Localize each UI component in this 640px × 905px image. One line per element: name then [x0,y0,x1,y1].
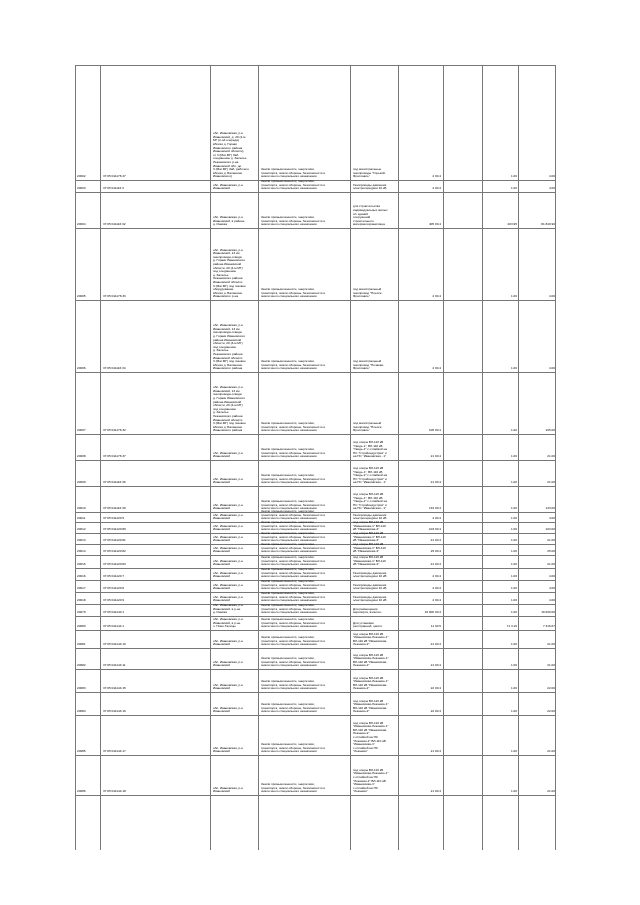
cadastral-number-cell: 37:05:011120:9 [103,599,125,603]
coefficient-cell: 1.00 [510,517,517,521]
area-cell: 16 600 00.4 [424,611,441,615]
permitted-use-cell: для строительства индивидуальных жилых с/х зданий сооружений строительного материалохранилища [353,205,388,227]
coefficient-cell: 1.00 [510,790,517,794]
row-number-cell: 20083 [77,687,86,691]
total-cell: 21.00 [547,481,555,485]
permitted-use-cell: Газопроводы давления электропередачи 10 кВ [353,513,387,521]
cadastral-number-cell: 37:05:011120:83 [103,563,126,567]
row-number-cell: 20011 [77,517,86,521]
row-number-cell: 20010 [77,507,86,511]
permitted-use-cell: под опоры ВЛ-110 кВ "Ивановская-Лежнево-1" с отпайкой на ПС "Лежнево-2" ВЛ-110 кВ "Ивановская-1" с отпайкой на ПС "Лежнево" [353,768,389,794]
table-row [75,372,555,435]
row-number-cell: 20005 [77,295,86,299]
cadastral-number-cell: 37:05:011176:32 [103,429,126,433]
permitted-use-cell: под опоры ВЛ-110 кВ "Ивановская-Лежнево-1" ВЛ-110 кВ "Ивановская- Лежнево-2" [353,699,389,714]
total-cell: 7 316.67 [542,625,555,629]
row-number-cell: 20084 [77,710,86,714]
coefficient-cell: 1.00 [510,455,517,459]
table-row [75,648,555,670]
permitted-use-cell: под опоры ВЛ-110 кВ "Уводь-1", ВЛ-110 кВ "Уводь-2" с отпайкой на ПС "Стройиндустрия" и на ПС "Ивановская - 1" [353,493,388,511]
column-divider [555,65,556,850]
address-cell: обл. Ивановская, р-н Ивановский [213,451,244,459]
total-cell: 21.00 [547,750,555,754]
land-category-cell: Земли промышленности, энергетики, транспорта, земли обороны, безопасности и земли иного специального назначения [261,288,326,299]
area-cell: 105 00.4 [428,429,441,433]
table-row [75,192,555,229]
area-cell: 4 00.4 [432,187,441,191]
cadastral-number-cell: 37:05:011144:10 [103,643,126,647]
total-cell: 105.00 [545,429,555,433]
area-cell: 405 00.4 [428,223,441,227]
coefficient-cell: 203.95 [507,223,517,227]
area-cell: 4 00.4 [432,587,441,591]
row-number-cell: 20009 [77,481,86,485]
permitted-use-cell: под опоры ВЛ-110 кВ "Ивановская-Лежнево-1" ВЛ-110 кВ "Ивановская- Лежнево-2" [353,653,389,668]
area-cell: 103 00.4 [428,528,441,532]
permitted-use-cell: Для установки ресторанной, цапля [353,621,382,629]
permitted-use-cell: под магистральный газопровод "Плесск- Ярославль" [353,288,383,299]
land-category-cell: Земли промышленности, энергетики, транспорта, земли обороны, безопасности и земли иного специального назначения [261,568,326,579]
total-cell: 4.00 [548,587,555,591]
area-cell: 21 00.4 [430,750,441,754]
table-row [75,630,555,649]
address-cell: обл. Ивановская, р-н Ивановский, 13 км газопровода-отвода д. Гораки Ивановского района Ивановской области, 20 (4-м МГ) под соединение д. Залесье Лежневского района Ивановской области 3 (Мат.МГ) под газовое вблизи д. Балашино Ивановского района [213,324,246,371]
coefficient-cell: 1.00 [510,587,517,591]
row-number-cell: 20007 [77,429,86,433]
table-row [75,715,555,756]
coefficient-cell: 1.00 [510,563,517,567]
total-cell: 133.00 [545,507,555,511]
cadastral-number-cell: 37:05:011120:5 [103,517,125,521]
row-number-cell: 20006 [77,367,86,371]
table-row [75,434,555,461]
table-row [75,755,555,796]
land-category-cell: Земли промышленности, энергетики, транспорта, земли обороны, безопасности и земли иного специального назначения [261,521,326,532]
address-cell: обл. Ивановская, р-н Ивановский [213,571,244,579]
land-category-cell: Земли промышленности, энергетики, транспорта, земли обороны, безопасности и земли иного специального назначения [261,680,326,691]
permitted-use-cell: под опоры ВЛ-110 кВ "Уводь-1", ВЛ-110 кВ "Уводь-2" с отпайкой на ПС "Стройиндустрия" и на ПС "Ивановская - 1" [353,467,388,485]
land-category-cell: Земли промышленности, энергетики, транспорта, земли обороны, безопасности и земли иного специального назначения [261,448,326,459]
total-cell: 16 600.00 [541,611,555,615]
area-cell: 21 00.4 [430,790,441,794]
land-category-cell: Земли промышленности, энергетики, транспорта, земли обороны, безопасности и земли иного специального назначения [261,703,326,714]
address-cell: обл. Ивановская, р-н Ивановский [213,706,244,714]
total-cell: 4.00 [548,599,555,603]
address-cell: обл. Ивановская, р-н Ивановский, в районе д. Иневка [213,216,245,227]
land-category-cell: Земли промышленности, энергетики, транспорта, земли обороны, безопасности и земли иного специального назначения [261,360,326,371]
coefficient-cell: 1.00 [510,528,517,532]
address-cell: обл. Ивановская, р-н Ивановский [213,583,244,591]
table-row [75,65,555,181]
table-row [75,692,555,716]
area-cell: 22 00.4 [430,710,441,714]
coefficient-cell: 1.00 [510,710,517,714]
row-number-cell: 20002 [77,175,86,179]
area-cell: 21 00.4 [430,455,441,459]
area-cell: 25 00.4 [430,550,441,554]
address-cell: обл. Ивановская, р-н Ивановский, 13 км газопровода-отвода д. Гораки Ивановского района Ивановской области, 20 (4-м МГ) под соединение д. Залесье Лежневского района Ивановской области 3 (Мат.МГ) под газовое оборудование вблизи д. Балашино Ивановского р-на [213,248,246,299]
address-cell: обл. Ивановская, р-н Ивановский [213,595,244,603]
coefficient-cell: 1.00 [510,575,517,579]
permitted-use-cell: под магистральный газопровод "Плесск- Ярославль" [353,422,383,433]
area-cell: 21 00.4 [430,643,441,647]
permitted-use-cell: под опоры ВЛ-110 кВ "Ивановская-Лежнево-1" ВЛ-110 кВ "Ивановская- Лежнево-2" [353,676,389,691]
cadastral-number-cell: 37:05:011144:15 [103,687,126,691]
total-cell: 21.00 [547,790,555,794]
table-row [75,555,555,569]
cadastral-number-cell: 37:05:011120:82 [103,550,126,554]
total-cell: 21.00 [547,643,555,647]
total-cell: 22.00 [547,687,555,691]
total-cell: 4.00 [548,295,555,299]
table-row [75,616,555,631]
land-category-cell: Земли промышленности, энергетики, транспорта, земли обороны, безопасности и земли иного специального назначения [261,543,326,554]
coefficient-cell: 1.00 [510,295,517,299]
address-cell: обл. Ивановская, р-н Ивановский [213,524,244,532]
area-cell: 21 00.4 [430,563,441,567]
land-category-cell: Земли промышленности, энергетики, транспорта, земли обороны, безопасности и земли иного специального назначения [261,474,326,485]
cadastral-number-cell: 37:05:011144:1 [103,625,125,629]
row-number-cell: 20015 [77,563,86,567]
address-cell: обл. Ивановская, р-н Ивановский, 13 км газопровода-отвода д. Гораки Ивановского района Ивановской области, 20 (4-м МГ) под соединение д. Залесье Лежневского района Ивановской области 3 (Мат.МГ) под газовое вблизи д. Балашино Ивановского района [213,386,246,433]
permitted-use-cell: под опоры ВЛ-110 кВ "Ивановская-1" ВЛ-110 кВ "Ивановская-4" [353,543,386,554]
address-cell: обл. Ивановская, р-н Ивановский [213,660,244,668]
total-cell: 4.00 [548,575,555,579]
coefficient-cell: 1.00 [510,643,517,647]
row-number-cell: 20014 [77,550,86,554]
row-number-cell: 20003 [77,187,86,191]
address-cell: обл. Ивановская, р-н Ивановский [213,746,244,754]
area-cell: 133 00.4 [428,507,441,511]
row-number-cell: 20004 [77,223,86,227]
area-cell: 21 00.4 [430,481,441,485]
table-row [75,300,555,373]
land-category-cell: Земли промышленности, энергетики, транспорта, земли обороны, безопасности и земли иного специального назначения [261,657,326,668]
total-cell: 21.00 [547,539,555,543]
total-cell: 21.00 [547,455,555,459]
land-category-cell: Земли промышленности, энергетики, транспорта, земли обороны, безопасности и земли иного специального назначения [261,592,326,603]
cadastral-number-cell: 37:05:011144:17 [103,750,126,754]
permitted-use-cell: под опоры ВЛ-110 кВ "Ивановская-1" ВЛ-110 кВ "Ивановская-4" [353,521,386,532]
total-cell: 81 840.90 [541,223,555,227]
table-row [75,460,555,487]
cadastral-number-cell: 37:05:011176:47 [103,175,126,179]
cadastral-number-cell: 37:05:011120:8 [103,587,125,591]
cadastral-number-cell: 37:05:011120:81 [103,539,126,543]
permitted-use-cell: под опоры ВЛ-110 кВ "Ивановская-Лежнево-1" ВЛ-110 кВ "Ивановская- Лежнево-2" [353,632,389,647]
land-category-cell: Земли промышленности, энергетики, транспорта, земли обороны, безопасности и земли иного специального назначения [261,580,326,591]
area-cell: 11 00.5 [430,625,441,629]
total-cell: 4.00 [548,187,555,191]
address-cell: обл. Ивановская, р-н Ивановский [213,535,244,543]
land-category-cell: Земли промышленности, энергетики, транспорта, земли обороны, безопасности и земли иного специального назначения [261,532,326,543]
coefficient-cell: 1.00 [510,539,517,543]
permitted-use-cell: Для размещения аэропорта, взлетно- [353,607,382,615]
cadastral-number-cell: 37:05:011116:32 [103,223,126,227]
coefficient-cell: 1.00 [510,687,517,691]
total-cell: 4.00 [548,175,555,179]
area-cell: 4 00.4 [432,175,441,179]
address-cell: обл. Ивановская, р-н Ивановский [213,683,244,691]
land-category-cell: Земли промышленности, энергетики, транспорта, земли обороны, безопасности и земли иного специального назначения [261,500,326,511]
land-category-cell: Земли промышленности, энергетики, транспорта, земли обороны, безопасности и земли иного специального назначения [261,422,326,433]
coefficient-cell: 1.00 [510,367,517,371]
row-number-cell: 20082 [77,664,86,668]
permitted-use-cell: под опоры ВЛ-110 кВ "Ивановская-Лежнево-1" ВЛ-110 кВ "Ивановская- Лежнево-2" с отпайкой на ПС "Лежнево-2" ВЛ-110 кВ "Ивановская-1" с отпайкой на ПС "Лежнево" [353,721,389,754]
row-number-cell: 20013 [77,539,86,543]
area-cell: 4 00.4 [432,295,441,299]
cadastral-number-cell: 37:05:011176:33 [103,295,126,299]
land-category-cell: Земли промышленности, энергетики, транспорта, земли обороны, безопасности и земли иного специального назначения [261,556,326,567]
land-category-cell: Земли промышленности, энергетики, транспорта, земли обороны, безопасности и земли иного специального назначения [261,636,326,647]
coefficient-cell: 1.00 [510,175,517,179]
row-number-cell: 20081 [77,643,86,647]
cadastral-number-cell: 37:05:011120:7 [103,575,125,579]
total-cell: 4.00 [548,367,555,371]
land-category-cell: Земли промышленности, энергетики, транспорта, земли обороны, безопасности и земли иного специального назначения [261,618,326,629]
area-cell: 4 00.4 [432,517,441,521]
permitted-use-cell: под опоры ВЛ-110 кВ "Уводь-1", ВЛ-110 кВ "Уводь-2" с отпайкой на ПС "Стройиндустрия" и на ПС "Ивановская - 1" [353,441,388,459]
row-number-cell: 20018 [77,599,86,603]
coefficient-cell: 1.00 [510,429,517,433]
coefficient-cell: 1.00 [510,481,517,485]
permitted-use-cell: под магистральный газопровод "Нечаево- Ярославль" [353,360,385,371]
table-row [75,669,555,693]
address-cell: обл. Ивановская, р-н Ивановский, д. 20 (4-м МГ (2-ой очереди) вблизи д. Гораки Ивановского района Ивановской области), от 3 (Мат.МГ) Заб. соединение д. Залесье Лежневского р-на Ивановской обл. до 3 (Мат.МГ) Заб. рабочего вблизи д. Балашино Ивановского) [213,132,250,179]
address-cell: обл. Ивановская, р-н Ивановский [213,477,244,485]
row-number-cell: 20086 [77,790,86,794]
cadastral-number-cell: 37:05:011176:37 [103,455,126,459]
cadastral-number-cell: 37:05:011140:1 [103,611,125,615]
coefficient-cell: 1.00 [510,750,517,754]
land-category-cell: Земли промышленности, энергетики, транспорта, земли обороны, безопасности и земли иного специального назначения [261,783,326,794]
cadastral-number-cell: 37:05:011116:36 [103,481,126,485]
row-number-cell: 20012 [77,528,86,532]
table-row [75,228,555,301]
coefficient-cell: 71 3.16 [506,625,517,629]
area-cell: 4 00.4 [432,599,441,603]
coefficient-cell: 1.00 [510,664,517,668]
land-category-cell: Земли промышленности, энергетики, транспорта, земли обороны, безопасности и земли иного специального назначения [261,510,326,521]
address-cell: обл. Ивановская, р-н Ивановский [213,503,244,511]
permitted-use-cell: под опоры ВЛ-110 кВ "Ивановская-1" ВЛ-110 кВ "Ивановская-4" [353,556,386,567]
permitted-use-cell: Газопроводы давления электропередачи 10 кВ [353,183,387,191]
address-cell: обл. Ивановская, р-н Ивановский [213,183,244,191]
table-row [75,486,555,513]
row-number-cell: 20008 [77,455,86,459]
total-cell: 25.00 [547,550,555,554]
permitted-use-cell: Газопроводы давления электропередачи 10 кВ [353,583,387,591]
cadastral-number-cell: 37:05:011116:3 [103,187,124,191]
permitted-use-cell: под магистральные газопроводы "Горький- Ярославль" [353,168,386,179]
permitted-use-cell: под опоры ВЛ-110 кВ "Ивановская-1" ВЛ-110 кВ "Ивановская-4" [353,532,386,543]
total-cell: 4.00 [548,517,555,521]
total-cell: 21.00 [547,563,555,567]
cadastral-number-cell: 37:05:011144:11 [103,664,126,668]
area-cell: 21 00.4 [430,539,441,543]
address-cell: обл. Ивановская, р-н Ивановский [213,786,244,794]
cadastral-number-cell: 37:05:011144:18 [103,790,126,794]
permitted-use-cell: Газопроводы давления электропередачи 10 кВ [353,595,387,603]
area-cell: 4 00.4 [432,367,441,371]
address-cell: обл. Ивановская, р-н Ивановский, в р-не п. Ново-Талицы [213,618,244,629]
land-category-cell: Земли промышленности, энергетики, транспорта, земли обороны, безопасности и земли иного специального назначения [261,604,326,615]
permitted-use-cell: Газопроводы давления электропередачи 10 кВ [353,571,387,579]
total-cell: 103.00 [545,528,555,532]
cadastral-number-cell: 37:05:011116:39 [103,507,126,511]
address-cell: обл. Ивановская, р-н Ивановский [213,546,244,554]
land-category-cell: Земли промышленности, энергетики, транспорта, земли обороны, безопасности и земли иного специального назначения [261,180,326,191]
total-cell: 21.00 [547,664,555,668]
row-number-cell: 20085 [77,750,86,754]
cadastral-number-cell: 37:05:011116:34 [103,367,126,371]
row-number-cell: 20080 [77,625,86,629]
row-number-cell: 20017 [77,587,86,591]
area-cell: 4 00.4 [432,575,441,579]
coefficient-cell: 1.00 [510,599,517,603]
coefficient-cell: 1.00 [510,611,517,615]
total-cell: 22.00 [547,710,555,714]
area-cell: 22 00.4 [430,687,441,691]
address-cell: обл. Ивановская, р-н Ивановский [213,513,244,521]
row-number-cell: 20079 [77,611,86,615]
coefficient-cell: 1.00 [510,187,517,191]
address-cell: обл. Ивановская, р-н Ивановский, в р-не д. Иневка [213,604,244,615]
land-category-cell: Земли промышленности, энергетики, транспорта, земли обороны, безопасности и земли иного специального назначения [261,216,326,227]
address-cell: обл. Ивановская, р-н Ивановский [213,559,244,567]
cadastral-number-cell: 37:05:011144:16 [103,710,126,714]
land-category-cell: Земли промышленности, энергетики, транспорта, земли обороны, безопасности и земли иного специального назначения [261,168,326,179]
row-number-cell: 20016 [77,575,86,579]
coefficient-cell: 1.00 [510,550,517,554]
address-cell: обл. Ивановская, р-н Ивановский [213,639,244,647]
cadastral-number-cell: 37:05:011120:80 [103,528,126,532]
land-category-cell: Земли промышленности, энергетики, транспорта, земли обороны, безопасности и земли иного специального назначения [261,743,326,754]
area-cell: 21 00.4 [430,664,441,668]
coefficient-cell: 1.00 [510,507,517,511]
